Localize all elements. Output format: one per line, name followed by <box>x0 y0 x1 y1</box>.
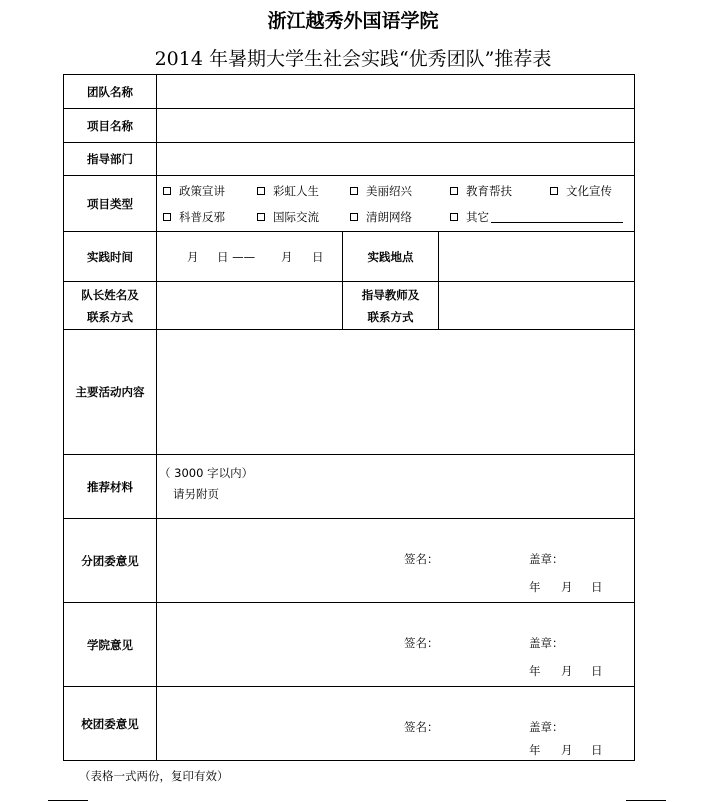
school-league-opinion-field[interactable] <box>157 687 635 761</box>
college-opinion-field[interactable] <box>157 603 635 687</box>
date-day: 日 <box>591 743 603 757</box>
seal-label: 盖章： <box>529 720 564 734</box>
date-month: 月 <box>561 743 573 757</box>
time-day-1: 日 —— <box>217 250 256 264</box>
school-league-opinion-label: 校团委意见 <box>64 687 157 761</box>
sign-label: 签名： <box>404 552 439 566</box>
department-label: 指导部门 <box>64 143 157 176</box>
project-name-field[interactable] <box>157 109 635 143</box>
practice-time-field[interactable] <box>157 232 343 282</box>
date-year: 年 <box>529 580 541 594</box>
checkbox-icon[interactable] <box>163 187 171 195</box>
checkbox-icon[interactable] <box>550 187 558 195</box>
option-policy[interactable]: 政策宣讲 <box>163 183 257 199</box>
option-education[interactable]: 教育帮扶 <box>450 183 550 199</box>
time-month-2: 月 <box>281 250 293 264</box>
footer-note: （表格一式两份，复印有效） <box>79 769 229 783</box>
leader-field[interactable] <box>157 282 343 330</box>
checkbox-icon[interactable] <box>350 187 358 195</box>
materials-attach-note: 请另附页 <box>173 487 219 501</box>
project-type-label: 项目类型 <box>64 176 157 232</box>
team-name-label: 团队名称 <box>64 75 157 109</box>
date-day: 日 <box>591 664 603 678</box>
materials-label: 推荐材料 <box>64 455 157 519</box>
checkbox-icon[interactable] <box>450 187 458 195</box>
option-other[interactable]: 其它 <box>450 209 623 225</box>
materials-field[interactable] <box>157 455 635 519</box>
date-month: 月 <box>561 664 573 678</box>
checkbox-icon[interactable] <box>257 213 265 221</box>
sign-label: 签名： <box>404 720 439 734</box>
time-day-2: 日 <box>312 250 324 264</box>
page-edge-mark <box>626 800 666 801</box>
date-year: 年 <box>529 743 541 757</box>
other-blank-line[interactable] <box>491 210 623 223</box>
recommendation-form <box>63 74 635 761</box>
checkbox-icon[interactable] <box>350 213 358 221</box>
branch-opinion-label: 分团委意见 <box>64 519 157 603</box>
sign-label: 签名： <box>404 636 439 650</box>
branch-opinion-field[interactable] <box>157 519 635 603</box>
option-rainbow[interactable]: 彩虹人生 <box>257 183 350 199</box>
checkbox-icon[interactable] <box>257 187 265 195</box>
option-international[interactable]: 国际交流 <box>257 209 350 225</box>
leader-label: 队长姓名及 联系方式 <box>64 282 157 330</box>
practice-place-field[interactable] <box>439 232 635 282</box>
page-edge-mark <box>48 800 88 801</box>
team-name-field[interactable] <box>157 75 635 109</box>
seal-label: 盖章： <box>529 552 564 566</box>
activity-label: 主要活动内容 <box>64 330 157 455</box>
date-day: 日 <box>591 580 603 594</box>
option-culture[interactable]: 文化宣传 <box>550 183 612 199</box>
checkbox-icon[interactable] <box>450 213 458 221</box>
seal-label: 盖章： <box>529 636 564 650</box>
advisor-label: 指导教师及 联系方式 <box>343 282 439 330</box>
date-month: 月 <box>561 580 573 594</box>
time-month-1: 月 <box>187 250 199 264</box>
checkbox-icon[interactable] <box>163 213 171 221</box>
advisor-field[interactable] <box>439 282 635 330</box>
materials-note: （ 3000 字以内） <box>159 466 254 480</box>
option-science[interactable]: 科普反邪 <box>163 209 257 225</box>
practice-place-label: 实践地点 <box>343 232 439 282</box>
school-name: 浙江越秀外国语学院 <box>267 10 439 32</box>
college-opinion-label: 学院意见 <box>64 603 157 687</box>
department-field[interactable] <box>157 143 635 176</box>
project-type-options <box>157 176 635 232</box>
date-year: 年 <box>529 664 541 678</box>
activity-field[interactable] <box>157 330 635 455</box>
project-name-label: 项目名称 <box>64 109 157 143</box>
practice-time-label: 实践时间 <box>64 232 157 282</box>
option-network[interactable]: 清朗网络 <box>350 209 450 225</box>
option-shaoxing[interactable]: 美丽绍兴 <box>350 183 450 199</box>
form-title: 2014 年暑期大学生社会实践“优秀团队”推荐表 <box>154 48 552 70</box>
